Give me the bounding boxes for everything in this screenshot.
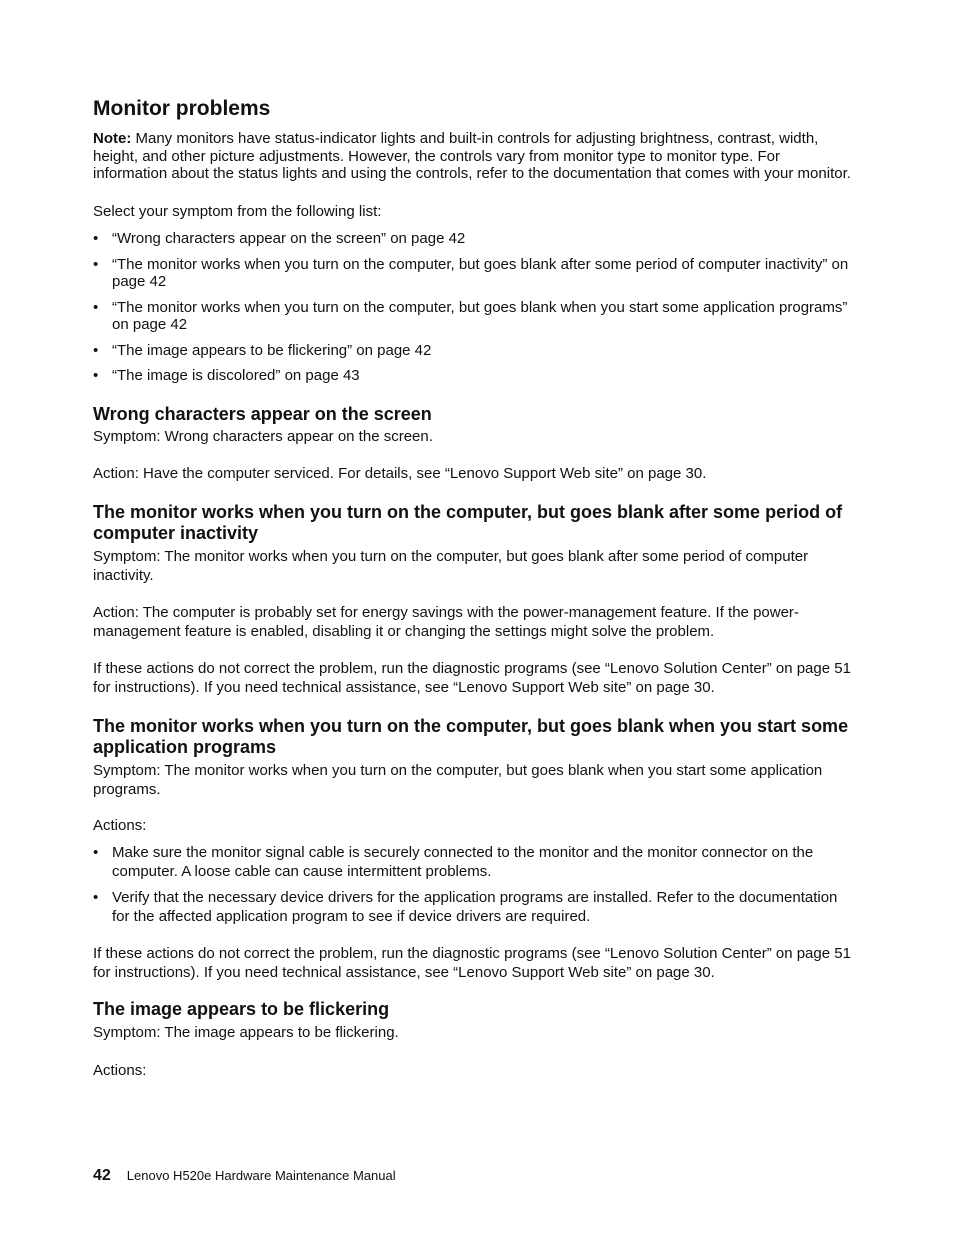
symptom-link[interactable]: • “Wrong characters appear on the screen” on page 42 — [93, 230, 853, 248]
manual-title: Lenovo H520e Hardware Maintenance Manual — [126, 1168, 396, 1183]
select-intro: Select your symptom from the following list: — [93, 202, 382, 220]
section-actions-label: Actions: — [93, 1061, 147, 1079]
section-heading-blank-after-inactivity: The monitor works when you turn on the computer, but goes blank after some period of computer inactivity — [93, 501, 843, 543]
section-symptom: Symptom: The image appears to be flickering. — [93, 1024, 399, 1041]
section-symptom: Symptom: The monitor works when you turn on the computer, but goes blank when you start some application programs. — [93, 761, 823, 798]
section-heading-wrong-characters: Wrong characters appear on the screen — [93, 403, 432, 424]
page-number: 42 — [93, 1167, 111, 1184]
section-symptom: Symptom: Wrong characters appear on the screen. — [93, 427, 433, 445]
action-item: • Make sure the monitor signal cable is securely connected to the monitor and the monitor connector on the computer. A loose cable can cause intermittent problems. — [93, 844, 853, 881]
page-content — [93, 96, 853, 1079]
section-actions-label: Actions: — [93, 816, 147, 834]
note-paragraph — [93, 130, 853, 183]
action-item: • Verify that the necessary device drivers for the application programs are installed. Refer to the documentation for the affected application program to see if device drivers are required. — [93, 889, 853, 926]
section-action: Action: Have the computer serviced. For details, see “Lenovo Support Web site” on page 30. — [93, 465, 707, 482]
section-heading-blank-with-applications: The monitor works when you turn on the computer, but goes blank when you start some application programs — [93, 715, 849, 757]
action-list — [93, 844, 853, 926]
section-heading-flickering: The image appears to be flickering — [93, 999, 390, 1019]
section-followup: If these actions do not correct the problem, run the diagnostic programs (see “Lenovo Solution Center” on page 51 for instructions). If you need technical assistance, see “Lenovo Support Web site” on page 30. — [93, 945, 851, 981]
section-action: Action: The computer is probably set for energy savings with the power-management feature. If the power-management feature is enabled, disabling it or changing the settings might solve the problem. — [93, 603, 799, 640]
page-title: Monitor problems — [93, 97, 271, 120]
symptom-link[interactable]: • “The image is discolored” on page 43 — [93, 367, 853, 385]
symptom-link[interactable]: • “The monitor works when you turn on the computer, but goes blank when you start some application programs” on page 42 — [93, 299, 853, 334]
symptom-list — [93, 230, 853, 385]
page-footer — [93, 1166, 396, 1186]
note-label: Note: — [93, 130, 132, 147]
section-followup: If these actions do not correct the problem, run the diagnostic programs (see “Lenovo Solution Center” on page 51 for instructions). If you need technical assistance, see “Lenovo Support Web site” on page 30. — [93, 659, 851, 696]
note-text: Many monitors have status-indicator lights and built-in controls for adjusting brightness, contrast, width, height, and other picture adjustments. However, the controls vary from monitor type to monitor type. For information about the status lights and using the controls, refer to the documentation that comes with your monitor. — [93, 130, 851, 182]
symptom-link[interactable]: • “The monitor works when you turn on the computer, but goes blank after some period of computer inactivity” on page 42 — [93, 256, 853, 291]
symptom-link[interactable]: • “The image appears to be flickering” on page 42 — [93, 342, 853, 360]
section-symptom: Symptom: The monitor works when you turn on the computer, but goes blank after some period of computer inactivity. — [93, 547, 809, 584]
